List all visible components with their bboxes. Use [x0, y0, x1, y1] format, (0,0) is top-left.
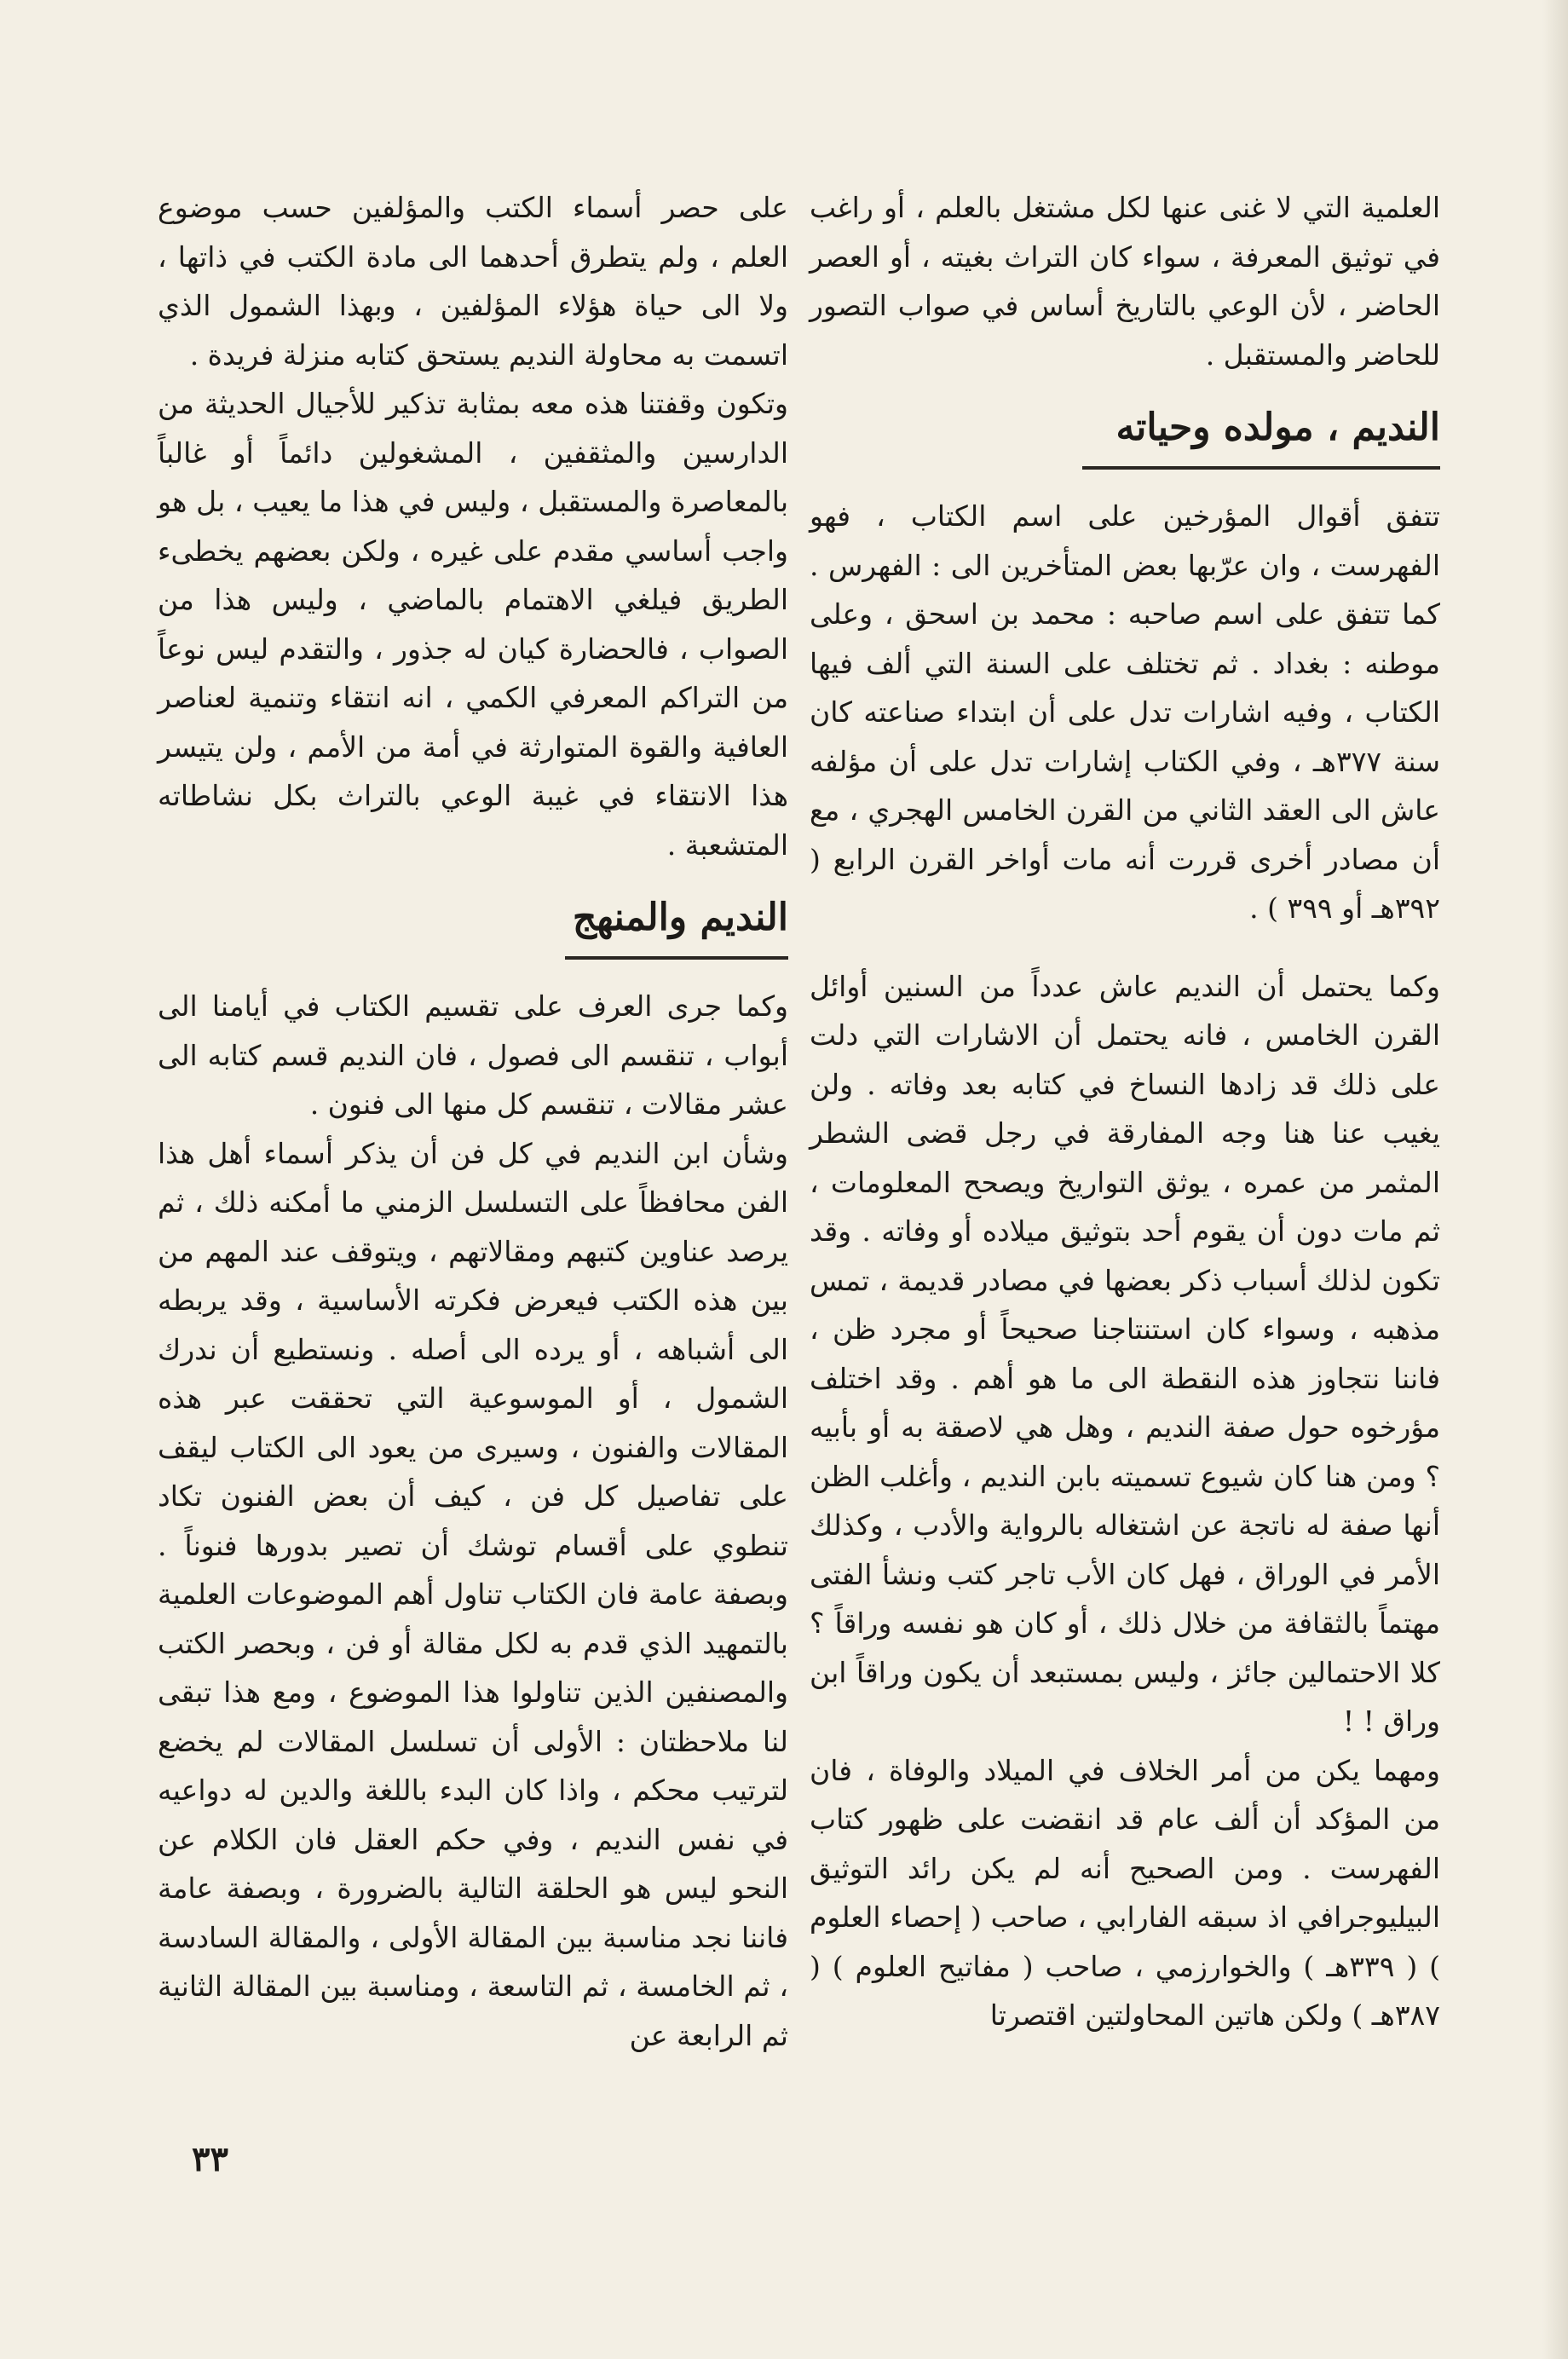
section-heading-block: [158, 888, 788, 960]
intro-paragraph: العلمية التي لا غنى عنها لكل مشتغل بالعلم ، أو راغب في توثيق المعرفة ، سواء كان التراث بغيته ، أو العصر الحاضر ، لأن الوعي بالتاريخ أساس في صواب التصور للحاضر والمستقبل .: [810, 191, 1440, 372]
paragraph: وتكون وقفتنا هذه معه بمثابة تذكير للأجيال الحديثة من الدارسين والمثقفين ، المشغولين دائماً أو غالباً بالمعاصرة والمستقبل ، وليس في هذا ما يعيب ، بل هو واجب أساسي مقدم على غيره ، ولكن بعضهم يخطىء الطريق فيلغي الاهتمام بالماضي ، وليس هذا من الصواب ، فالحضارة كيان له جذور ، والتقدم ليس نوعاً من التراكم المعرفي الكمي ، انه انتقاء وتنمية لعناصر العافية والقوة المتوارثة في أمة من الأمم ، ولن يتيسر هذا الانتقاء في غيبة الوعي بالتراث بكل نشاطاته المتشعبة .: [158, 387, 788, 862]
paragraph: تتفق أقوال المؤرخين على اسم الكتاب ، فهو الفهرست ، وان عرّبها بعض المتأخرين الى : الفهرس . كما تتفق على اسم صاحبه : محمد بن اسحق ، وعلى موطنه : بغداد . ثم تختلف على السنة التي ألف فيها الكتاب ، وفيه اشارات تدل على أن ابتداء صناعته كان سنة ٣٧٧هـ ، وفي الكتاب إشارات تدل على أن مؤلفه عاش الى العقد الثاني من القرن الخامس الهجري ، مع أن مصادر أخرى قررت أنه مات أواخر القرن الرابع ( ٣٩٢هـ أو ٣٩٩ ) .: [810, 499, 1440, 925]
paragraph: وكما يحتمل أن النديم عاش عدداً من السنين أوائل القرن الخامس ، فانه يحتمل أن الاشارات التي دلت على ذلك قد زادها النساخ في كتابه بعد وفاته . ولن يغيب عنا هنا وجه المفارقة في رجل قضى الشطر المثمر من عمره ، يوثق التواريخ ويصحح المعلومات ، ثم مات دون أن يقوم أحد بتوثيق ميلاده أو وفاته . وقد تكون لذلك أسباب ذكر بعضها في مصادر قديمة ، تمس مذهبه ، وسواء كان استنتاجنا صحيحاً أو مجرد ظن ، فاننا نتجاوز هذه النقطة الى ما هو أهم . وقد اختلف مؤرخوه حول صفة النديم ، وهل هي لاصقة به أو بأبيه ؟ ومن هنا كان شيوع تسميته بابن النديم ، وأغلب الظن أنها صفة له ناتجة عن اشتغاله بالرواية والأدب ، وكذلك الأمر في الوراق ، فهل كان الأب تاجر كتب ونشأ الفتى مهتماً بالثقافة من خلال ذلك ، أو كان هو نفسه وراقاً ؟ كلا الاحتمالين جائز ، وليس بمستبعد أن يكون وراقاً ابن وراق ! !: [810, 969, 1440, 1738]
right-column: [810, 183, 1440, 2040]
section-heading-block: [810, 398, 1440, 470]
heading-rule: [1082, 466, 1440, 470]
section-heading-method: النديم والمنهج: [572, 896, 788, 939]
paragraph: وكما جرى العرف على تقسيم الكتاب في أيامنا الى أبواب ، تنقسم الى فصول ، فان النديم قسم كتابه الى عشر مقالات ، تنقسم كل منها الى فنون .: [158, 989, 788, 1121]
paragraph: ومهما يكن من أمر الخلاف في الميلاد والوفاة ، فان من المؤكد أن ألف عام قد انقضت على ظهور كتاب الفهرست . ومن الصحيح أنه لم يكن رائد التوثيق البيليوجرافي اذ سبقه الفارابي ، صاحب ( إحصاء العلوم ) ( ٣٣٩هـ ) والخوارزمي ، صاحب ( مفاتيح العلوم ) ( ٣٨٧هـ ) ولكن هاتين المحاولتين اقتصرتا: [810, 1753, 1441, 2032]
left-column: [158, 183, 788, 2060]
paragraph: وشأن ابن النديم في كل فن أن يذكر أسماء أهل هذا الفن محافظاً على التسلسل الزمني ما أمكنه ذلك ، ثم يرصد عناوين كتبهم ومقالاتهم ، ويتوقف عند المهم من بين هذه الكتب فيعرض فكرته الأساسية ، وقد يربطه الى أشباهه ، أو يرده الى أصله . ونستطيع أن ندرك الشمول ، أو الموسوعية التي تحققت عبر هذه المقالات والفنون ، وسيرى من يعود الى الكتاب ليقف على تفاصيل كل فن ، كيف أن بعض الفنون تكاد تنطوي على أقسام توشك أن تصير بدورها فنوناً . وبصفة عامة فان الكتاب تناول أهم الموضوعات العلمية بالتمهيد الذي قدم به لكل مقالة أو فن ، وبحصر الكتب والمصنفين الذين تناولوا هذا الموضوع ، ومع هذا تبقى لنا ملاحظتان : الأولى أن تسلسل المقالات لم يخضع لترتيب محكم ، واذا كان البدء باللغة والدين له دواعيه في نفس النديم ، وفي حكم العقل فان الكلام عن النحو ليس هو الحلقة التالية بالضرورة ، وبصفة عامة فاننا نجد مناسبة بين المقالة الأولى ، والمقالة السادسة ، ثم الخامسة ، ثم التاسعة ، ومناسبة بين المقالة الثانية ثم الرابعة عن: [158, 1136, 788, 2052]
paragraph-gap: [810, 933, 1440, 962]
page-edge-shadow: [1542, 0, 1568, 2359]
page-number: ٣٣: [192, 2139, 228, 2179]
section-heading-birth-life: النديم ، مولده وحياته: [1115, 406, 1440, 449]
heading-rule: [565, 956, 788, 960]
paragraph: على حصر أسماء الكتب والمؤلفين حسب موضوع العلم ، ولم يتطرق أحدهما الى مادة الكتب في ذاتها ، ولا الى حياة هؤلاء المؤلفين ، وبهذا الشمول الذي اتسمت به محاولة النديم يستحق كتابه منزلة فريدة .: [158, 191, 788, 372]
